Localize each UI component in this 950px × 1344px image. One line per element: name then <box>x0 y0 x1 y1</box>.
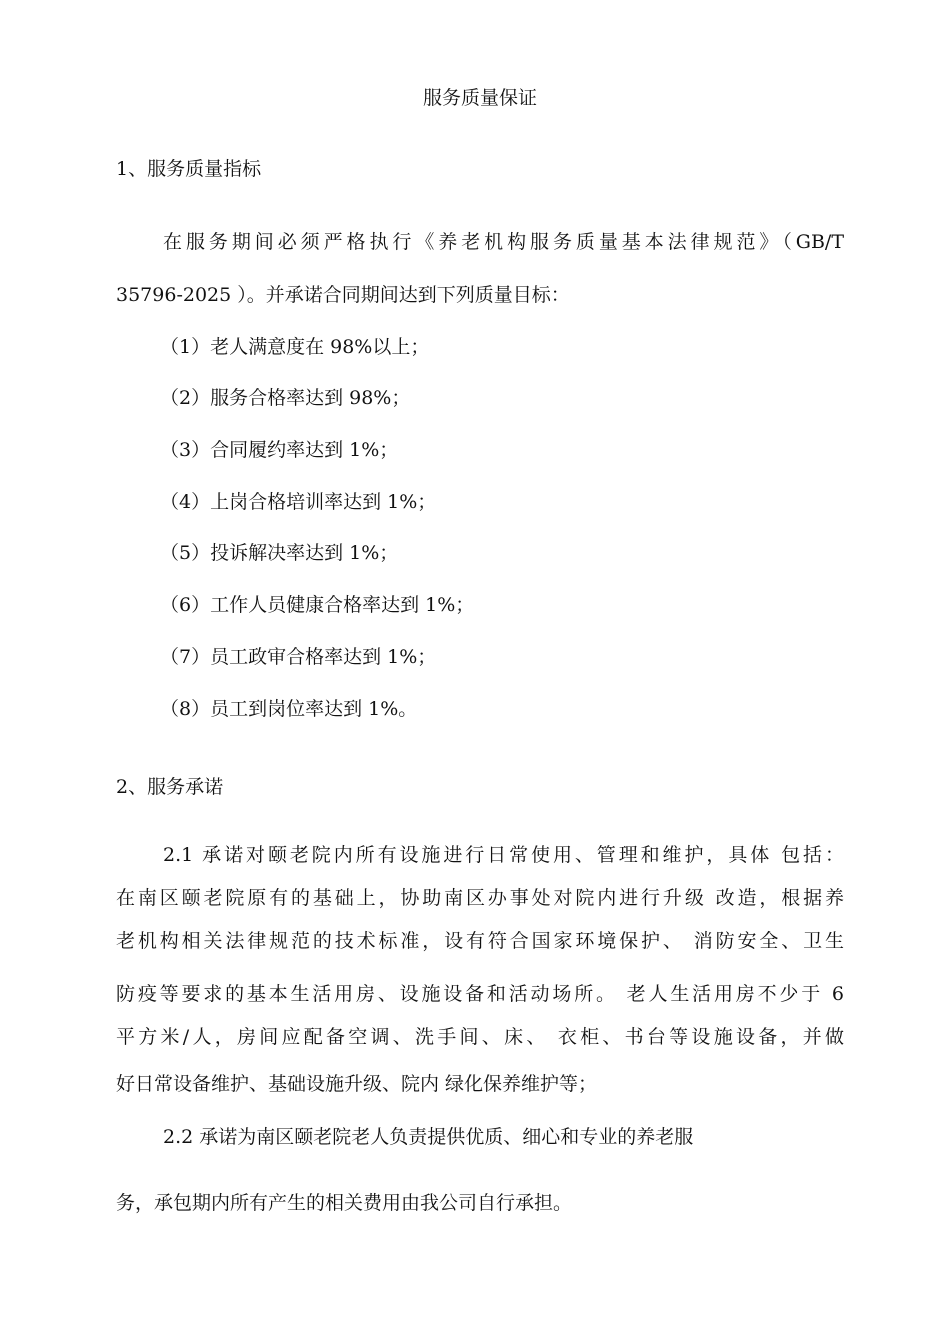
section-1-heading: 1、服务质量指标 <box>116 158 262 180</box>
section-1-intro-line-2: 35796-2025 ）。并承诺合同期间达到下列质量目标： <box>116 284 570 306</box>
quality-target-item: （6）工作人员健康合格率达到 1%； <box>160 594 475 616</box>
page-title: 服务质量保证 <box>422 87 537 109</box>
commitment-2-1-line: 在南区颐老院原有的基础上，协助南区办事处对院内进行升级 改造，根据养 <box>116 887 844 909</box>
quality-target-item: （5）投诉解决率达到 1%； <box>160 542 399 564</box>
commitment-2-1-line: 好日常设备维护、基础设施升级、院内 绿化保养维护等； <box>116 1073 598 1095</box>
quality-target-item: （7）员工政审合格率达到 1%； <box>160 646 437 668</box>
commitment-2-1-line: 防疫等要求的基本生活用房、设施设备和活动场所。 老人生活用房不少于 6 <box>116 983 844 1005</box>
commitment-2-2-line-1: 2.2 承诺为南区颐老院老人负责提供优质、细心和专业的养老服 <box>163 1126 694 1148</box>
commitment-2-1-line: 老机构相关法律规范的技术标准，设有符合国家环境保护、 消防安全、卫生 <box>116 930 844 952</box>
section-1-intro-line-1: 在服务期间必须严格执行《养老机构服务质量基本法律规范》（GB/T <box>163 231 844 253</box>
commitment-2-2-line-2: 务，承包期内所有产生的相关费用由我公司自行承担。 <box>116 1192 573 1214</box>
quality-target-item: （1）老人满意度在 98%以上； <box>160 336 430 358</box>
commitment-2-1-line: 2.1 承诺对颐老院内所有设施进行日常使用、管理和维护，具体 包括： <box>163 844 844 866</box>
quality-target-item: （4）上岗合格培训率达到 1%； <box>160 491 437 513</box>
quality-target-item: （2）服务合格率达到 98%； <box>160 387 411 409</box>
quality-target-item: （8）员工到岗位率达到 1%。 <box>160 698 418 720</box>
section-2-heading: 2、服务承诺 <box>116 776 224 798</box>
commitment-2-1-line: 平方米/人，房间应配备空调、洗手间、床、 衣柜、书台等设施设备，并做 <box>116 1026 844 1048</box>
quality-target-item: （3）合同履约率达到 1%； <box>160 439 399 461</box>
